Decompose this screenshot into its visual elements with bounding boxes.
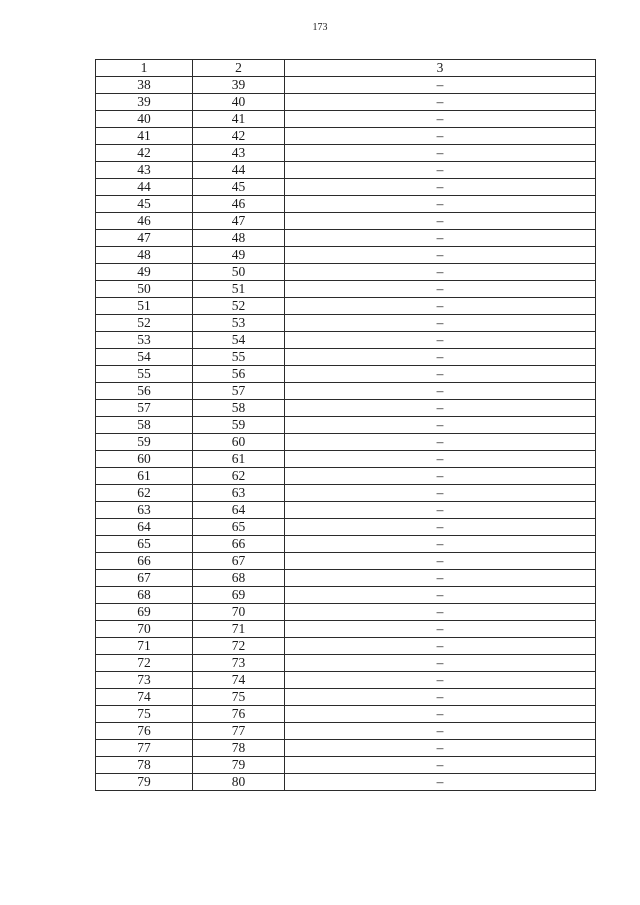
table-cell-col-2: 57 <box>193 383 285 400</box>
table-cell-col-3: – <box>285 485 596 502</box>
table-cell-col-2: 74 <box>193 672 285 689</box>
table-cell-col-2: 41 <box>193 111 285 128</box>
table-row <box>96 706 596 723</box>
table-cell-col-1: 57 <box>96 400 193 417</box>
table-cell-col-3: – <box>285 570 596 587</box>
table-row <box>96 332 596 349</box>
table-cell-col-2: 63 <box>193 485 285 502</box>
table-cell-col-2: 56 <box>193 366 285 383</box>
table-cell-col-1: 77 <box>96 740 193 757</box>
table-cell-col-3: – <box>285 77 596 94</box>
table-cell-col-3: – <box>285 162 596 179</box>
table-cell-col-1: 56 <box>96 383 193 400</box>
table-cell-col-2: 70 <box>193 604 285 621</box>
table-row <box>96 77 596 94</box>
table-cell-col-3: – <box>285 502 596 519</box>
table-cell-col-2: 69 <box>193 587 285 604</box>
table-cell-col-1: 48 <box>96 247 193 264</box>
table-cell-col-3: – <box>285 587 596 604</box>
table-cell-col-2: 75 <box>193 689 285 706</box>
table-cell-col-1: 67 <box>96 570 193 587</box>
table-cell-col-2: 64 <box>193 502 285 519</box>
table-cell-col-1: 45 <box>96 196 193 213</box>
table-cell-col-1: 76 <box>96 723 193 740</box>
table-cell-col-2: 53 <box>193 315 285 332</box>
table-cell-col-3: – <box>285 604 596 621</box>
column-header-1: 1 <box>96 60 193 77</box>
table-cell-col-2: 54 <box>193 332 285 349</box>
table-cell-col-3: – <box>285 196 596 213</box>
table-cell-col-3: – <box>285 740 596 757</box>
table-cell-col-2: 46 <box>193 196 285 213</box>
table-cell-col-1: 53 <box>96 332 193 349</box>
table-cell-col-3: – <box>285 774 596 791</box>
table-cell-col-3: – <box>285 417 596 434</box>
table-cell-col-1: 66 <box>96 553 193 570</box>
table-cell-col-3: – <box>285 264 596 281</box>
table-row <box>96 536 596 553</box>
table-cell-col-1: 75 <box>96 706 193 723</box>
table-cell-col-3: – <box>285 179 596 196</box>
table-cell-col-3: – <box>285 655 596 672</box>
table-body <box>96 77 596 791</box>
table-cell-col-3: – <box>285 349 596 366</box>
table-row <box>96 723 596 740</box>
table-cell-col-2: 40 <box>193 94 285 111</box>
table-cell-col-3: – <box>285 519 596 536</box>
table-cell-col-1: 74 <box>96 689 193 706</box>
table-cell-col-2: 45 <box>193 179 285 196</box>
table-row <box>96 315 596 332</box>
table-cell-col-2: 44 <box>193 162 285 179</box>
table-cell-col-1: 43 <box>96 162 193 179</box>
table-cell-col-1: 60 <box>96 451 193 468</box>
table-row <box>96 757 596 774</box>
table-cell-col-2: 51 <box>193 281 285 298</box>
table-row <box>96 485 596 502</box>
table-row <box>96 774 596 791</box>
table-cell-col-3: – <box>285 689 596 706</box>
table-cell-col-2: 78 <box>193 740 285 757</box>
table-cell-col-1: 40 <box>96 111 193 128</box>
table-cell-col-2: 73 <box>193 655 285 672</box>
table-cell-col-1: 50 <box>96 281 193 298</box>
table-cell-col-1: 70 <box>96 621 193 638</box>
table-cell-col-1: 78 <box>96 757 193 774</box>
table-row <box>96 587 596 604</box>
table-cell-col-3: – <box>285 451 596 468</box>
table-cell-col-3: – <box>285 621 596 638</box>
table-cell-col-1: 58 <box>96 417 193 434</box>
table-cell-col-3: – <box>285 315 596 332</box>
table-row <box>96 553 596 570</box>
table-cell-col-2: 67 <box>193 553 285 570</box>
header-row <box>96 60 596 77</box>
table-cell-col-2: 72 <box>193 638 285 655</box>
table-row <box>96 383 596 400</box>
table-cell-col-3: – <box>285 400 596 417</box>
table-cell-col-1: 54 <box>96 349 193 366</box>
table-row <box>96 145 596 162</box>
table-row <box>96 196 596 213</box>
table-cell-col-1: 69 <box>96 604 193 621</box>
table-row <box>96 570 596 587</box>
table-cell-col-2: 48 <box>193 230 285 247</box>
table-cell-col-3: – <box>285 298 596 315</box>
table-row <box>96 519 596 536</box>
table-row <box>96 213 596 230</box>
table-cell-col-2: 58 <box>193 400 285 417</box>
table-cell-col-3: – <box>285 366 596 383</box>
page-number: 173 <box>312 22 328 33</box>
table-cell-col-2: 76 <box>193 706 285 723</box>
table-cell-col-3: – <box>285 230 596 247</box>
table-cell-col-1: 39 <box>96 94 193 111</box>
table-row <box>96 621 596 638</box>
table-row <box>96 655 596 672</box>
column-header-3: 3 <box>285 60 596 77</box>
table-cell-col-2: 59 <box>193 417 285 434</box>
table-cell-col-1: 38 <box>96 77 193 94</box>
table-cell-col-3: – <box>285 672 596 689</box>
table-cell-col-1: 62 <box>96 485 193 502</box>
table-row <box>96 281 596 298</box>
table-cell-col-3: – <box>285 383 596 400</box>
table-cell-col-3: – <box>285 757 596 774</box>
table-cell-col-1: 52 <box>96 315 193 332</box>
table-cell-col-3: – <box>285 332 596 349</box>
table-row <box>96 264 596 281</box>
table-cell-col-3: – <box>285 145 596 162</box>
table-row <box>96 451 596 468</box>
table-row <box>96 162 596 179</box>
table-cell-col-1: 42 <box>96 145 193 162</box>
table-cell-col-2: 49 <box>193 247 285 264</box>
table-cell-col-2: 42 <box>193 128 285 145</box>
table-cell-col-3: – <box>285 111 596 128</box>
table-cell-col-1: 41 <box>96 128 193 145</box>
table-cell-col-2: 47 <box>193 213 285 230</box>
table-cell-col-3: – <box>285 213 596 230</box>
table-cell-col-2: 61 <box>193 451 285 468</box>
table-row <box>96 502 596 519</box>
table-row <box>96 672 596 689</box>
table-cell-col-2: 79 <box>193 757 285 774</box>
table-row <box>96 366 596 383</box>
table-cell-col-2: 52 <box>193 298 285 315</box>
table-row <box>96 128 596 145</box>
table-row <box>96 417 596 434</box>
table-cell-col-1: 71 <box>96 638 193 655</box>
table-row <box>96 179 596 196</box>
table-cell-col-3: – <box>285 434 596 451</box>
table-row <box>96 247 596 264</box>
table-cell-col-2: 65 <box>193 519 285 536</box>
table-cell-col-3: – <box>285 553 596 570</box>
table-cell-col-3: – <box>285 94 596 111</box>
table-cell-col-1: 73 <box>96 672 193 689</box>
data-table <box>95 59 596 791</box>
table-cell-col-2: 80 <box>193 774 285 791</box>
table-cell-col-1: 51 <box>96 298 193 315</box>
table-cell-col-3: – <box>285 723 596 740</box>
table-cell-col-1: 59 <box>96 434 193 451</box>
table-row <box>96 740 596 757</box>
table-row <box>96 689 596 706</box>
table-row <box>96 349 596 366</box>
table-cell-col-1: 64 <box>96 519 193 536</box>
table-row <box>96 111 596 128</box>
table-cell-col-1: 61 <box>96 468 193 485</box>
table-cell-col-1: 47 <box>96 230 193 247</box>
table-row <box>96 230 596 247</box>
table-cell-col-3: – <box>285 468 596 485</box>
table-row <box>96 94 596 111</box>
table-cell-col-2: 66 <box>193 536 285 553</box>
table-cell-col-3: – <box>285 281 596 298</box>
table-cell-col-1: 49 <box>96 264 193 281</box>
table-cell-col-3: – <box>285 638 596 655</box>
table-cell-col-3: – <box>285 128 596 145</box>
table-cell-col-1: 68 <box>96 587 193 604</box>
table-cell-col-1: 63 <box>96 502 193 519</box>
table-cell-col-2: 43 <box>193 145 285 162</box>
table-cell-col-2: 60 <box>193 434 285 451</box>
table-row <box>96 400 596 417</box>
table-row <box>96 638 596 655</box>
table-row <box>96 604 596 621</box>
column-header-2: 2 <box>193 60 285 77</box>
table-row <box>96 434 596 451</box>
table-cell-col-2: 50 <box>193 264 285 281</box>
table-cell-col-3: – <box>285 536 596 553</box>
table-cell-col-2: 55 <box>193 349 285 366</box>
table-row <box>96 298 596 315</box>
table-cell-col-2: 77 <box>193 723 285 740</box>
table-cell-col-1: 65 <box>96 536 193 553</box>
table-cell-col-2: 62 <box>193 468 285 485</box>
table-cell-col-2: 68 <box>193 570 285 587</box>
table-cell-col-1: 72 <box>96 655 193 672</box>
table-cell-col-1: 55 <box>96 366 193 383</box>
table-cell-col-1: 79 <box>96 774 193 791</box>
table-cell-col-3: – <box>285 706 596 723</box>
table-cell-col-1: 44 <box>96 179 193 196</box>
table-cell-col-3: – <box>285 247 596 264</box>
table-cell-col-1: 46 <box>96 213 193 230</box>
table-cell-col-2: 71 <box>193 621 285 638</box>
table-cell-col-2: 39 <box>193 77 285 94</box>
table-header <box>96 60 596 77</box>
table-row <box>96 468 596 485</box>
